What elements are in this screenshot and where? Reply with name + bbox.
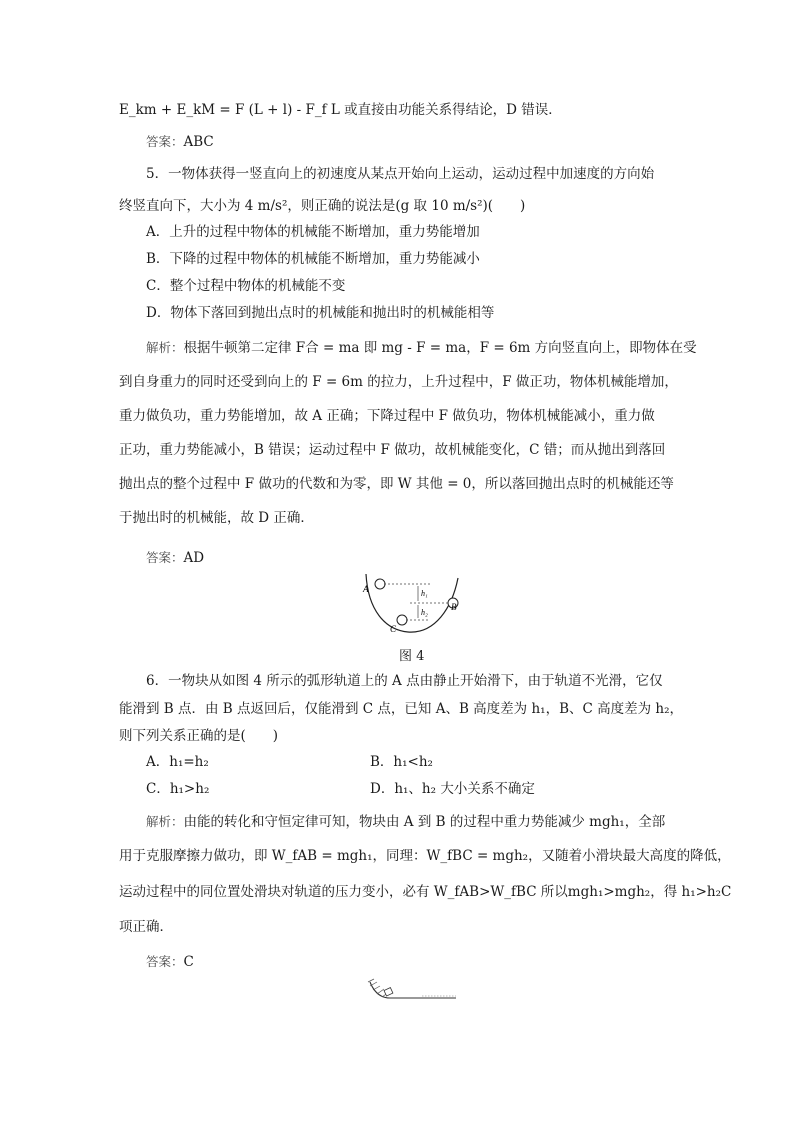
solution-label: 解析：	[146, 814, 184, 829]
q5-option-c: C．整个过程中物体的机械能不变	[146, 278, 346, 294]
label-b: B	[451, 602, 457, 612]
q6-solution-4: 项正确．	[119, 919, 173, 935]
answer-value: C	[183, 954, 194, 970]
arc-track-figure	[360, 570, 470, 640]
q5-option-d: D．物体下落回到抛出点时的机械能和抛出时的机械能相等	[146, 305, 495, 321]
ball-c	[397, 615, 407, 625]
hatch	[368, 979, 374, 982]
q6-stem-1: 6．一物块从如图 4 所示的弧形轨道上的 A 点由静止开始滑下，由于轨道不光滑，它仅	[146, 673, 663, 689]
q5-solution-1	[146, 339, 697, 357]
q5-solution-4: 正功，重力势能减小，B 错误；运动过程中 F 做功，故机械能变化，C 错；而从抛出到落回	[119, 442, 666, 458]
answer-label: 答案：	[146, 134, 184, 149]
answer-1	[146, 133, 214, 151]
q6-stem-3: 则下列关系正确的是( )	[119, 728, 279, 744]
q6-option-b: B．h₁<h₂	[370, 754, 433, 770]
q6-stem-2: 能滑到 B 点．由 B 点返回后，仅能滑到 C 点，已知 A、B 高度差为 h₁，B、C 高度差为 h₂，	[119, 701, 684, 717]
hatch	[377, 989, 384, 994]
q5-option-b: B．下降的过程中物体的机械能不断增加，重力势能减小	[146, 251, 480, 267]
label-a: A	[363, 584, 369, 594]
figure-caption: 图 4	[399, 649, 425, 664]
solution-prev-end: E_km + E_kM = F (L + l) - F_f L 或直接由功能关系得结论，D 错误．	[119, 102, 562, 118]
label-h2: h₂	[421, 608, 428, 617]
answer-value: AD	[183, 550, 205, 566]
label-c: C	[390, 624, 397, 634]
q5-solution-3: 重力做负功，重力势能增加，故 A 正确；下降过程中 F 做负功，物体机械能减小，重力做	[119, 408, 655, 424]
q5-stem-2: 终竖直向下，大小为 4 m/s²，则正确的说法是(g 取 10 m/s²)( )	[119, 198, 526, 214]
q6-option-a: A．h₁=h₂	[146, 754, 209, 770]
hatch	[373, 986, 380, 990]
q5-solution-6: 于抛出时的机械能，故 D 正确．	[119, 510, 314, 526]
solution-text: 由能的转化和守恒定律可知，物块由 A 到 B 的过程中重力势能减少 mgh₁，全部	[183, 814, 666, 830]
label-h1: h₁	[421, 589, 428, 598]
q5-solution-2: 到自身重力的同时还受到向上的 F = 6m 的拉力，上升过程中，F 做正功，物体机械能增加，	[119, 374, 678, 390]
q5-stem-1: 5．一物体获得一竖直向上的初速度从某点开始向上运动，运动过程中加速度的方向始	[146, 166, 655, 182]
q6-solution-2: 用于克服摩擦力做功，即 W_fAB = mgh₁，同理：W_fBC = mgh₂，又随着小滑块最大高度的降低，	[119, 848, 731, 864]
q5-option-a: A．上升的过程中物体的机械能不断增加，重力势能增加	[146, 224, 480, 240]
q6-option-d: D．h₁、h₂ 大小关系不确定	[370, 781, 535, 797]
answer-value: ABC	[183, 134, 214, 150]
q6-option-c: C．h₁>h₂	[146, 781, 210, 797]
answer-label: 答案：	[146, 954, 184, 969]
q6-solution-1	[146, 813, 665, 831]
q5-solution-5: 抛出点的整个过程中 F 做功的代数和为零，即 W 其他 = 0，所以落回抛出点时的机械能还等	[119, 476, 674, 492]
solution-label: 解析：	[146, 340, 184, 355]
answer-label: 答案：	[146, 550, 184, 565]
solution-text: 根据牛顿第二定律 F合 = ma 即 mg - F = ma，F = 6m 方向竖直向上，即物体在受	[183, 340, 697, 356]
ball-a	[375, 579, 385, 589]
q6-solution-3: 运动过程中的同位置处滑块对轨道的压力变小，必有 W_fAB>W_fBC 所以mgh₁>mgh₂，得 h₁>h₂C	[119, 884, 732, 900]
ramp-figure	[360, 978, 460, 1002]
answer-3	[146, 953, 194, 971]
answer-2	[146, 549, 204, 567]
